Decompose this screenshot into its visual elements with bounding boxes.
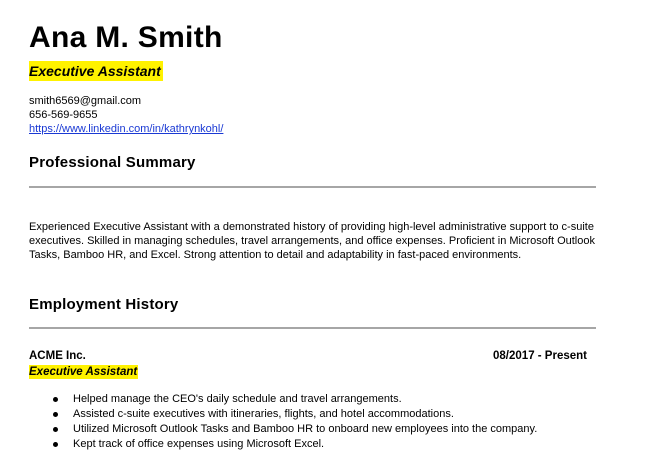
contact-phone: 656-569-9655 <box>29 109 98 121</box>
employment-divider <box>29 327 596 329</box>
summary-text: Experienced Executive Assistant with a demonstrated history of providing high-level administrative support to c-suite executives. Skilled in managing schedules, travel arrangements, and office expenses. Proficient in Microsoft Outlook Tasks, Bamboo HR, and Excel. Strong attention to detail and adaptability in fast-paced environments. <box>29 221 595 261</box>
bullet-icon <box>53 427 58 432</box>
duty-item <box>53 437 537 452</box>
employment-history-heading: Employment History <box>29 296 179 313</box>
duty-text: Helped manage the CEO's daily schedule and travel arrangements. <box>73 393 402 405</box>
professional-summary-heading: Professional Summary <box>29 154 196 171</box>
duty-item <box>53 422 537 437</box>
company-name: ACME Inc. <box>29 350 86 362</box>
summary-divider <box>29 186 596 188</box>
duty-text: Kept track of office expenses using Microsoft Excel. <box>73 438 325 450</box>
resume-name: Ana M. Smith <box>29 21 223 54</box>
bullet-icon <box>53 412 58 417</box>
duty-item <box>53 392 537 407</box>
employment-dates: 08/2017 - Present <box>493 350 587 362</box>
duties-list <box>53 392 537 452</box>
duty-text: Utilized Microsoft Outlook Tasks and Bamboo HR to onboard new employees into the company. <box>73 423 538 435</box>
duty-item <box>53 407 537 422</box>
job-role: Executive Assistant <box>29 366 138 378</box>
bullet-icon <box>53 442 58 447</box>
contact-block <box>29 94 223 136</box>
contact-email: smith6569@gmail.com <box>29 95 142 107</box>
bullet-icon <box>53 397 58 402</box>
duty-text: Assisted c-suite executives with itineraries, flights, and hotel accommodations. <box>73 408 454 420</box>
linkedin-link[interactable]: https://www.linkedin.com/in/kathrynkohl/ <box>29 123 224 135</box>
resume-job-title: Executive Assistant <box>29 63 161 79</box>
